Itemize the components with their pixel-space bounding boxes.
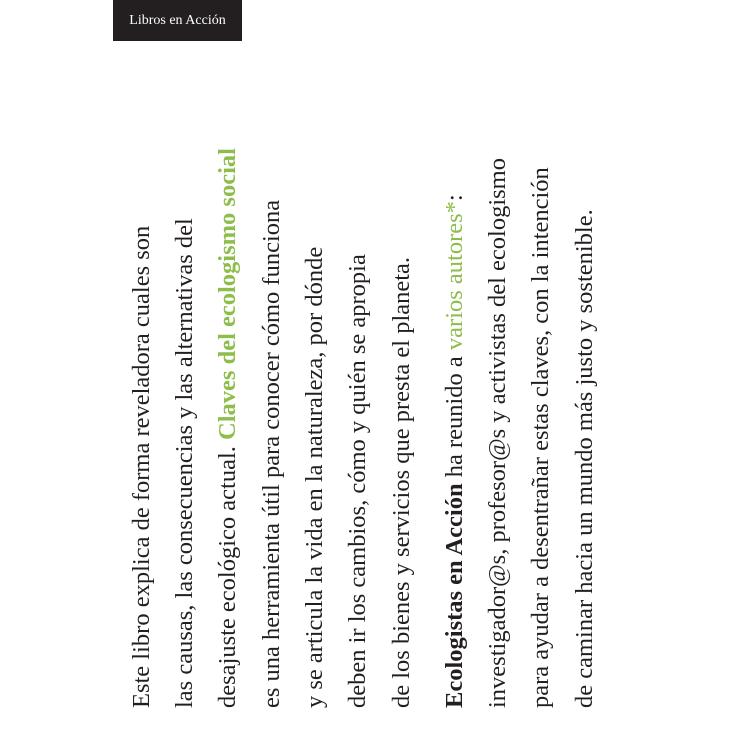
blurb-line-lead [443,194,468,708]
blurb-line [173,218,198,708]
blurb-line [573,209,598,708]
blurb-text-run: y se articula la vida en la naturaleza, por dónde [301,246,328,708]
blurb-text-run [441,350,468,356]
blurb-text-run: deben ir los cambios, cómo y quién se apropia [344,254,371,708]
blurb-text-run: : [441,194,468,202]
publisher-tab-label: Libros en Acción [129,12,226,28]
blurb-line [346,254,371,708]
authors-highlight: varios autores* [441,201,468,351]
blurb-text-run: para ayudar a desentrañar estas claves, con la intención [527,167,554,708]
blurb-text-run: es una herramienta útil para conocer cómo funciona [258,199,285,708]
blurb-text-run: las causas, las consecuencias y las alternativas del [171,218,198,708]
blurb-text-run: investigador@s, profesor@s y activistas del ecologismo [484,158,511,708]
book-title-highlight: Claves del ecologismo social [214,148,241,440]
blurb-text-run: desajuste ecológico actual. [214,446,241,708]
blurb-text-run [214,440,241,446]
blurb-line [529,167,554,708]
blurb-line [130,226,155,708]
blurb-text-run: de los bienes y servicios que presta el planeta. [388,256,415,708]
blurb-line [390,257,415,708]
blurb-text-run [441,477,468,483]
blurb-text-run: ha reunido a [441,356,468,478]
organization-name: Ecologistas en Acción [441,483,468,708]
blurb-text-run: Este libro explica de forma reveladora cuales son [128,225,155,708]
blurb-line [260,200,285,708]
blurb-line [216,148,241,708]
blurb-line [486,158,511,708]
blurb-line [303,247,328,708]
blurb-text-run: de caminar hacia un mundo más justo y sostenible. [571,209,598,708]
